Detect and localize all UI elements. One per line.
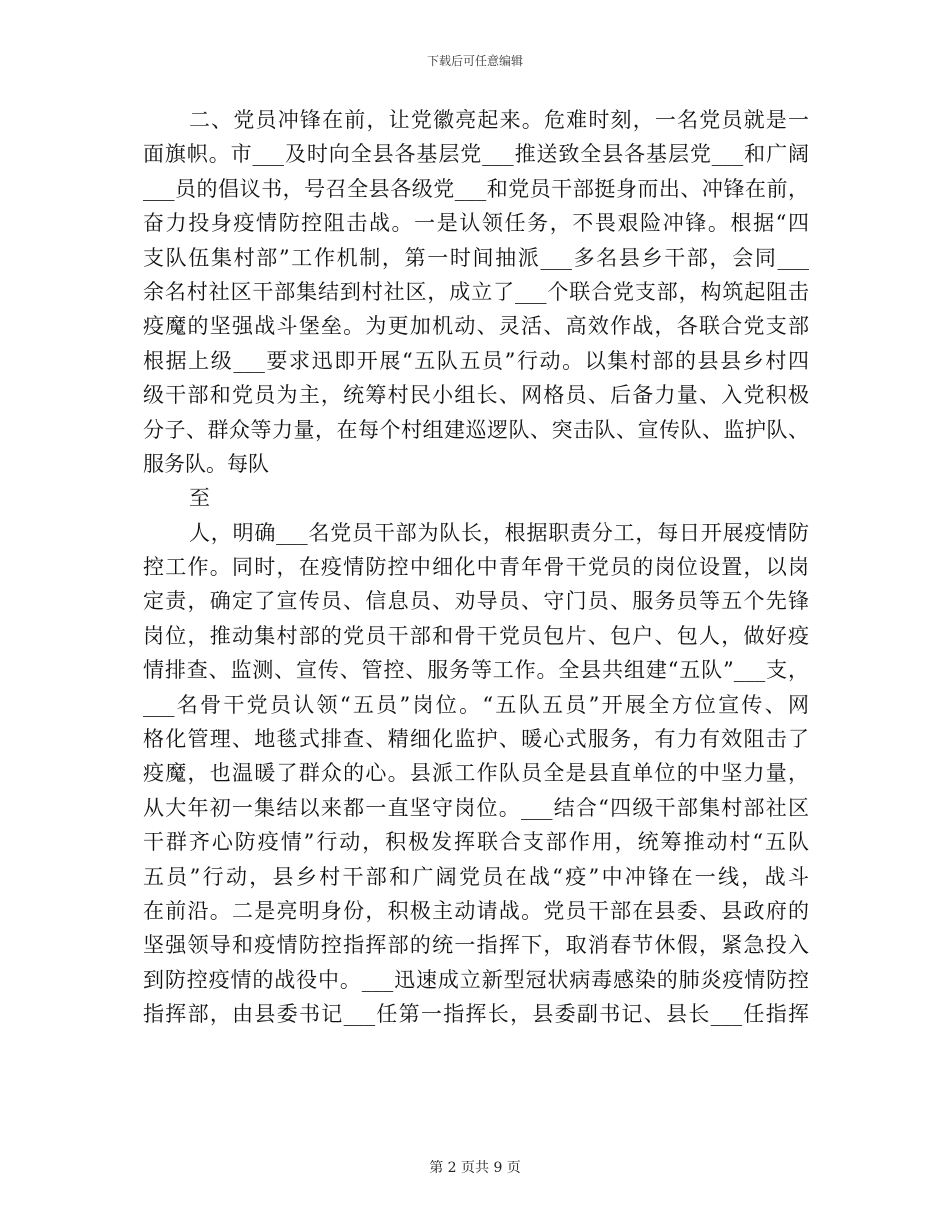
text-line: 干群齐心防疫情”行动，积极发挥联合支部作用，统筹推动村“五队 bbox=[143, 830, 809, 855]
text-line: 五员”行动，县乡村干部和广阔党员在战“疫”中冲锋在一线，战斗 bbox=[143, 864, 809, 889]
text-line: 根据上级___要求迅即开展“五队五员”行动。以集村部的县县乡村四 bbox=[143, 348, 809, 373]
text-line: 坚强领导和疫情防控指挥部的统一指挥下，取消春节休假，紧急投入 bbox=[143, 933, 809, 958]
text-line: 情排查、监测、宣传、管控、服务等工作。全县共组建“五队”___支， bbox=[143, 658, 809, 683]
text-line: 奋力投身疫情防控阻击战。一是认领任务，不畏艰险冲锋。根据“四 bbox=[143, 211, 809, 236]
text-line: 二、党员冲锋在前，让党徽亮起来。危难时刻，一名党员就是一 bbox=[189, 108, 809, 132]
text-line: ___员的倡议书，号召全县各级党___和党员干部挺身而出、冲锋在前， bbox=[143, 176, 809, 201]
text-line: 指挥部，由县委书记___任第一指挥长，县委副书记、县长___任指挥 bbox=[143, 1002, 809, 1027]
text-line: 服务队。每队 bbox=[143, 451, 269, 476]
text-line: 疫魔的坚强战斗堡垒。为更加机动、灵活、高效作战，各联合党支部 bbox=[143, 314, 809, 339]
text-line: 分子、群众等力量，在每个村组建巡逻队、突击队、宣传队、监护队、 bbox=[143, 417, 809, 442]
text-line: 到防控疫情的战役中。___迅速成立新型冠状病毒感染的肺炎疫情防控 bbox=[143, 967, 809, 992]
page-header: 下载后可任意编辑 bbox=[426, 54, 523, 68]
text-line: 定责，确定了宣传员、信息员、劝导员、守门员、服务员等五个先锋 bbox=[143, 589, 809, 614]
text-line: 疫魔，也温暖了群众的心。县派工作队员全是县直单位的中坚力量， bbox=[143, 761, 809, 786]
text-line: 支队伍集村部”工作机制，第一时间抽派___多名县乡干部，会同___ bbox=[143, 245, 809, 270]
text-line: 至 bbox=[189, 486, 210, 511]
text-line: 在前沿。二是亮明身份，积极主动请战。党员干部在县委、县政府的 bbox=[143, 898, 809, 923]
text-line: 级干部和党员为主，统筹村民小组长、网格员、后备力量、入党积极 bbox=[143, 383, 809, 408]
text-line: ___名骨干党员认领“五员”岗位。“五队五员”开展全方位宣传、网 bbox=[143, 692, 809, 717]
document-body bbox=[143, 103, 809, 1032]
text-line: 控工作。同时，在疫情防控中细化中青年骨干党员的岗位设置，以岗 bbox=[143, 555, 809, 580]
text-line: 面旗帜。市___及时向全县各基层党___推送致全县各基层党___和广阔 bbox=[143, 142, 809, 167]
text-line: 格化管理、地毯式排查、精细化监护、暖心式服务，有力有效阻击了 bbox=[143, 727, 809, 752]
text-line: 岗位，推动集村部的党员干部和骨干党员包片、包户、包人，做好疫 bbox=[143, 623, 809, 648]
text-line: 人，明确___名党员干部为队长，根据职责分工，每日开展疫情防 bbox=[189, 520, 809, 545]
text-line: 从大年初一集结以来都一直坚守岗位。___结合“四级干部集村部社区 bbox=[143, 795, 809, 820]
text-line: 余名村社区干部集结到村社区，成立了___个联合党支部，构筑起阻击 bbox=[143, 279, 809, 304]
page-footer: 第 2 页共 9 页 bbox=[429, 1160, 521, 1176]
